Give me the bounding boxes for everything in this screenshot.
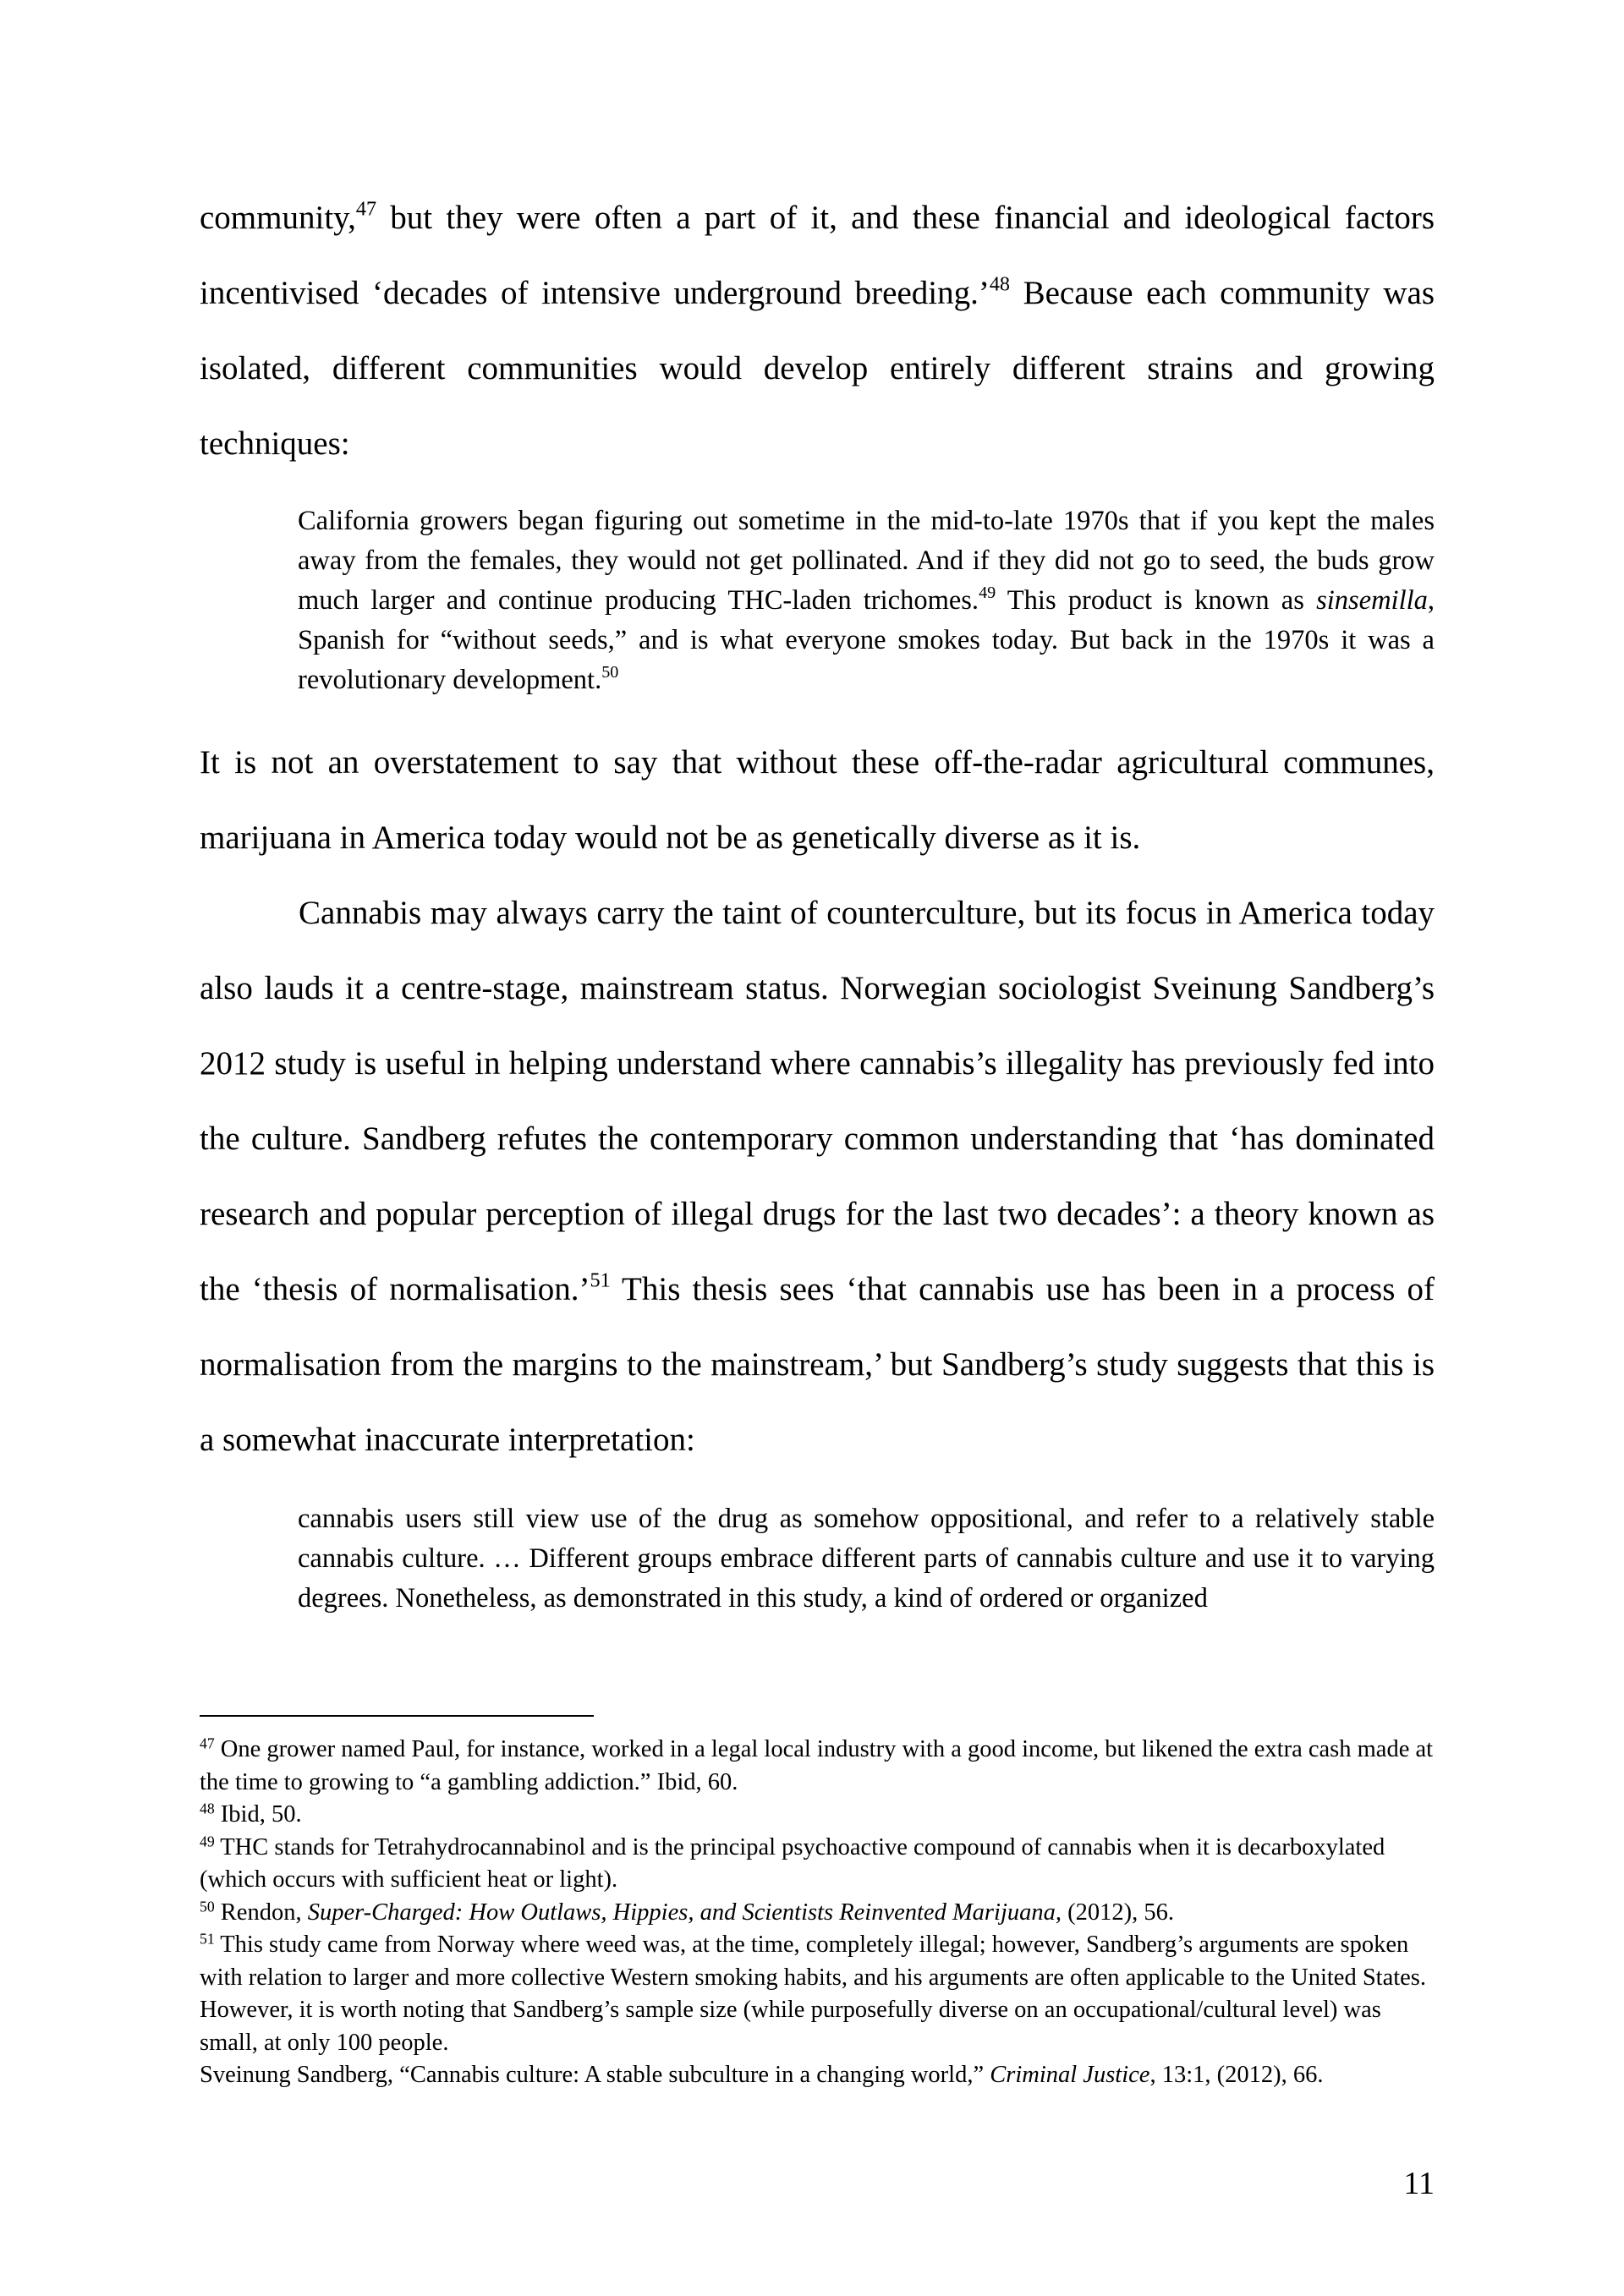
block-quote-2: cannabis users still view use of the drug as somehow oppositional, and refer to a relatively stable cannabis culture. … Different groups embrace different parts of cannabis culture and use it to varying degrees. Nonetheless, as demonstrated in this study, a kind of ordered or organized [298,1504,1435,1614]
footnote-50: $^{50}$ Rendon, Super-Charged: How Outlaws, Hippies, and Scientists Reinvented Marijuana, (2012), 56. [200,1897,1174,1926]
footnote-49: $^{49}$ THC stands for Tetrahydrocannabinol and is the principal psychoactive compound of cannabis when it is decarboxylated (which occurs with sufficient heat or light). [200,1832,1385,1893]
footnote-ref-48[interactable]: 48 [989,272,1010,296]
paragraph-2: It is not an overstatement to say that without these off-the-radar agricultural communes, marijuana in America today would not be as genetically diverse as it is. [200,744,1435,856]
footnote-separator [200,1715,594,1717]
footnote-ref-51[interactable]: 51 [590,1269,611,1292]
footnote-48: $^{48}$ Ibid, 50. [200,1800,302,1827]
footnote-47: $^{47}$ One grower named Paul, for instance, worked in a legal local industry with a good income, but likened the extra cash made at the time to growing to “a gambling addiction.” Ibid, 60. [200,1734,1434,1795]
footnotes [200,1734,1435,2092]
paragraph-3: Cannabis may always carry the taint of counterculture, but its focus in America today also lauds it a centre-stage, mainstream status. Norwegian sociologist Sveinung Sandberg’s 2012 study is useful in helping understand where cannabis’s illegality has previously fed into the culture. Sandberg refutes the contemporary common understanding that ‘has dominated research and popular perception of illegal drugs for the last two decades’: a theory known as the ‘thesis of normalisation.’$^{51}$ This thesis sees ‘that cannabis use has been in a process of normalisation from the margins to the mainstream,’ but Sandberg’s study suggests that this is a somewhat inaccurate interpretation: [200,895,1435,1458]
block-quote-1: California growers began figuring out sometime in the mid-to-late 1970s that if you kept the males away from the females, they would not get pollinated. And if they did not go to seed, the buds grow much larger and continue producing THC-laden trichomes.$^{49}$ This product is known as sinsemilla, Spanish for “without seeds,” and is what everyone smokes today. But back in the 1970s it was a revolutionary development.$^{50}$ [298,506,1435,695]
paragraph-1: community,$^{47}$ but they were often a part of it, and these financial and ideological factors incentivised ‘decades of intensive underground breeding.’$^{48}$ Because each community was isolated, different communities would develop entirely different strains and growing techniques: [200,197,1435,462]
footnote-ref-47[interactable]: 47 [355,197,377,221]
footnote-ref-49[interactable]: 49 [979,583,996,602]
footnote-ref-50[interactable]: 50 [601,662,619,682]
footnote-citation: Sveinung Sandberg, “Cannabis culture: A stable subculture in a changing world,” Criminal Justice, 13:1, (2012), 66. [200,2062,1324,2088]
italic-term: sinsemilla [1316,585,1428,616]
footnote-51: $^{51}$ This study came from Norway where weed was, at the time, completely illegal; however, Sandberg’s arguments are spoken with relation to larger and more collective Western smoking habits, and his arguments are often applicable to the United States. However, it is worth noting that Sandberg’s sample size (while purposefully diverse on an occupational/cultural level) was small, at only 100 people. [200,1930,1427,2056]
page-number: 11 [1403,2166,1435,2201]
